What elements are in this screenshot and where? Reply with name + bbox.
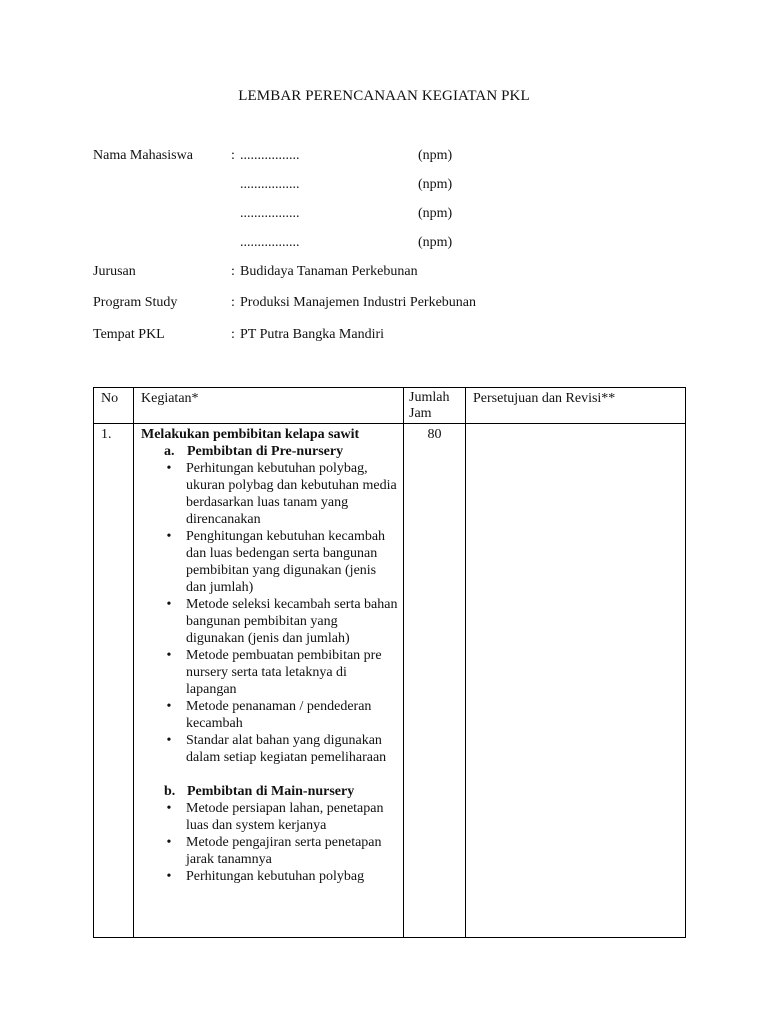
list-item bbox=[166, 800, 399, 834]
bullet-icon: • bbox=[166, 801, 172, 816]
table-row bbox=[94, 424, 686, 938]
tempat-row bbox=[93, 326, 693, 343]
activity-title: Melakukan pembibitan kelapa sawit bbox=[141, 427, 360, 442]
program-value: Produksi Manajemen Industri Perkebunan bbox=[240, 295, 477, 310]
list-item-text: Perhitungan kebutuhan polybag bbox=[186, 869, 365, 884]
document-title: LEMBAR PERENCANAAN KEGIATAN PKL bbox=[238, 88, 530, 104]
nama-row-2 bbox=[93, 176, 693, 193]
nama-blank: ................. bbox=[240, 206, 300, 221]
section-letter: b. bbox=[164, 784, 176, 799]
list-item bbox=[166, 732, 399, 766]
npm-label: (npm) bbox=[418, 206, 453, 221]
list-item-text: Metode pengajiran serta penetapan jarak tanamnya bbox=[186, 835, 382, 867]
header-no: No bbox=[94, 388, 134, 424]
activity-plan-table bbox=[93, 387, 686, 938]
npm-label: (npm) bbox=[418, 235, 453, 250]
list-item bbox=[166, 460, 399, 528]
bullet-icon: • bbox=[166, 699, 172, 714]
colon: : bbox=[231, 327, 235, 342]
activity-list bbox=[141, 800, 399, 885]
colon: : bbox=[231, 264, 235, 279]
npm-label: (npm) bbox=[418, 177, 453, 192]
list-item-text: Penghitungan kebutuhan kecambah dan luas bedengan serta bangunan pembibitan yang digunakan (jenis dan jumlah) bbox=[186, 529, 386, 595]
jurusan-value: Budidaya Tanaman Perkebunan bbox=[240, 264, 418, 279]
header-jumlah-jam: Jumlah Jam bbox=[404, 388, 466, 424]
list-item-text: Metode pembuatan pembibitan pre nursery serta tata letaknya di lapangan bbox=[186, 648, 382, 697]
list-item bbox=[166, 698, 399, 732]
bullet-icon: • bbox=[166, 835, 172, 850]
nama-blank: ................. bbox=[240, 177, 300, 192]
table-header-row bbox=[94, 388, 686, 424]
section-heading bbox=[141, 443, 399, 460]
nama-row-4 bbox=[93, 234, 693, 251]
colon: : bbox=[231, 295, 235, 310]
list-item-text: Metode seleksi kecambah serta bahan bangunan pembibitan yang digunakan (jenis dan jumlah) bbox=[186, 597, 398, 646]
list-item-text: Perhitungan kebutuhan polybag, ukuran polybag dan kebutuhan media berdasarkan luas tanam yang direncanakan bbox=[186, 461, 397, 527]
header-kegiatan: Kegiatan* bbox=[134, 388, 404, 424]
nama-label: Nama Mahasiswa bbox=[93, 148, 193, 163]
activity-cell bbox=[134, 424, 404, 938]
list-item bbox=[166, 868, 399, 885]
section-letter: a. bbox=[164, 444, 175, 459]
tempat-label: Tempat PKL bbox=[93, 327, 165, 342]
list-item bbox=[166, 647, 399, 698]
list-item bbox=[166, 528, 399, 596]
nama-blank: ................. bbox=[240, 235, 300, 250]
bullet-icon: • bbox=[166, 648, 172, 663]
row-number: 1. bbox=[94, 424, 134, 938]
activity-list bbox=[141, 460, 399, 766]
bullet-icon: • bbox=[166, 733, 172, 748]
persetujuan-revisi-cell bbox=[466, 424, 686, 938]
nama-row-3 bbox=[93, 205, 693, 222]
bullet-icon: • bbox=[166, 869, 172, 884]
header-persetujuan-revisi: Persetujuan dan Revisi** bbox=[466, 388, 686, 424]
bullet-icon: • bbox=[166, 529, 172, 544]
bullet-icon: • bbox=[166, 597, 172, 612]
jumlah-jam-value: 80 bbox=[404, 424, 466, 938]
bullet-icon: • bbox=[166, 461, 172, 476]
list-item-text: Metode penanaman / pendederan kecambah bbox=[186, 699, 372, 731]
list-item-text: Metode persiapan lahan, penetapan luas dan system kerjanya bbox=[186, 801, 384, 833]
npm-label: (npm) bbox=[418, 148, 453, 163]
section-title: Pembibtan di Pre-nursery bbox=[187, 444, 344, 459]
program-label: Program Study bbox=[93, 295, 178, 310]
jurusan-label: Jurusan bbox=[93, 264, 136, 279]
colon: : bbox=[231, 148, 235, 163]
jurusan-row bbox=[93, 263, 693, 280]
nama-blank: ................. bbox=[240, 148, 300, 163]
program-row bbox=[93, 294, 693, 311]
section-heading bbox=[141, 783, 399, 800]
nama-row-1 bbox=[93, 147, 693, 164]
tempat-value: PT Putra Bangka Mandiri bbox=[240, 327, 385, 342]
section-title: Pembibtan di Main-nursery bbox=[187, 784, 355, 799]
list-item bbox=[166, 596, 399, 647]
list-item bbox=[166, 834, 399, 868]
list-item-text: Standar alat bahan yang digunakan dalam setiap kegiatan pemeliharaan bbox=[186, 733, 387, 765]
